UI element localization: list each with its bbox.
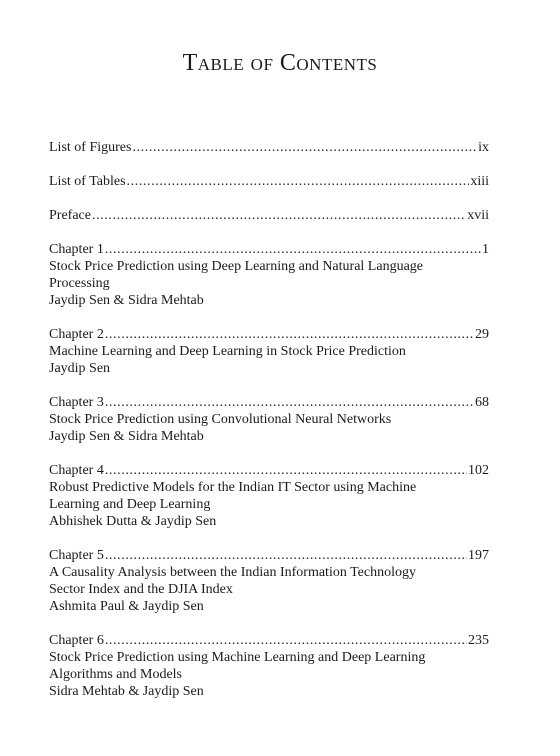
chapter-page: 235 (468, 633, 489, 648)
chapter-page: 197 (468, 548, 489, 563)
chapter-title-line: Algorithms and Models (49, 667, 182, 682)
chapter-page: 68 (475, 395, 489, 410)
toc-chapter-4[interactable] (49, 462, 489, 530)
toc-chapter-3[interactable] (49, 394, 489, 445)
toc-entry-list-of-figures[interactable] (49, 139, 489, 156)
chapter-authors: Ashmita Paul & Jaydip Sen (49, 599, 204, 614)
chapter-heading-line (49, 547, 489, 564)
chapter-authors: Jaydip Sen & Sidra Mehtab (49, 429, 204, 444)
dot-leader (105, 241, 481, 258)
chapter-authors: Jaydip Sen & Sidra Mehtab (49, 293, 204, 308)
chapter-heading-line (49, 462, 489, 479)
chapter-title-line: Machine Learning and Deep Learning in Stock Price Prediction (49, 344, 406, 359)
chapter-label: Chapter 1 (49, 242, 104, 257)
chapter-page: 29 (475, 327, 489, 342)
chapter-authors: Sidra Mehtab & Jaydip Sen (49, 684, 204, 699)
table-of-contents (49, 139, 489, 717)
toc-chapter-6[interactable] (49, 632, 489, 700)
chapter-label: Chapter 5 (49, 548, 104, 563)
toc-entry-label: Preface (49, 208, 91, 223)
chapter-title-line: Robust Predictive Models for the Indian IT Sector using Machine (49, 480, 417, 495)
chapter-title-line: A Causality Analysis between the Indian Information Technology (49, 565, 416, 580)
toc-chapter-1[interactable] (49, 241, 489, 309)
chapter-title-line: Processing (49, 276, 110, 291)
chapter-title-line: Stock Price Prediction using Machine Learning and Deep Learning (49, 650, 426, 665)
dot-leader (105, 326, 474, 343)
toc-chapter-2[interactable] (49, 326, 489, 377)
chapter-heading-line (49, 241, 489, 258)
toc-entry-page: xvii (467, 208, 489, 223)
toc-entry-label: List of Tables (49, 174, 126, 189)
chapter-heading-line (49, 394, 489, 411)
toc-entry-label: List of Figures (49, 140, 132, 155)
chapter-title-line: Sector Index and the DJIA Index (49, 582, 233, 597)
chapter-page: 102 (468, 463, 489, 478)
chapter-authors: Jaydip Sen (49, 361, 111, 376)
chapter-title-line: Learning and Deep Learning (49, 497, 211, 512)
toc-entry-page: ix (478, 140, 489, 155)
dot-leader (127, 173, 470, 190)
chapter-label: Chapter 4 (49, 463, 104, 478)
chapter-page: 1 (482, 242, 489, 257)
dot-leader (132, 139, 477, 156)
dot-leader (105, 632, 467, 649)
chapter-title-line: Stock Price Prediction using Deep Learning and Natural Language (49, 259, 423, 274)
toc-chapter-5[interactable] (49, 547, 489, 615)
dot-leader (105, 394, 474, 411)
chapter-title-line: Stock Price Prediction using Convolutional Neural Networks (49, 412, 392, 427)
chapter-heading-line (49, 632, 489, 649)
toc-entry-list-of-tables[interactable] (49, 173, 489, 190)
chapter-label: Chapter 3 (49, 395, 104, 410)
chapter-heading-line (49, 326, 489, 343)
dot-leader (105, 462, 467, 479)
chapter-label: Chapter 6 (49, 633, 104, 648)
dot-leader (105, 547, 467, 564)
toc-entry-page: xiii (470, 174, 489, 189)
chapter-authors: Abhishek Dutta & Jaydip Sen (49, 514, 217, 529)
dot-leader (92, 207, 466, 224)
chapter-label: Chapter 2 (49, 327, 104, 342)
toc-entry-preface[interactable] (49, 207, 489, 224)
page-title: Table of Contents (182, 50, 378, 76)
